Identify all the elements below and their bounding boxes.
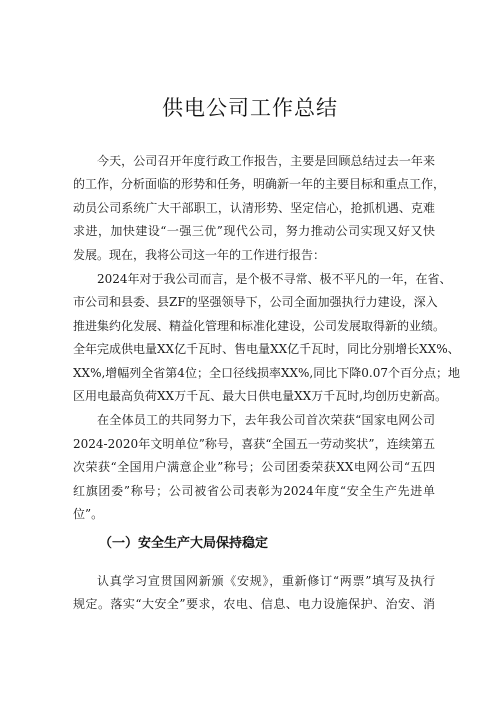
- text-line: 2024-2020年文明单位”称号，喜获“全国五一劳动奖状”，连续第五: [73, 436, 435, 451]
- text-line: 次荣获“全国用户满意企业”称号；公司团委荣获XX电网公司“五四: [73, 460, 435, 475]
- text-line: XX%,增幅列全省第4位；全口径线损率XX%,同比下降0.07个百分点；地: [73, 365, 460, 380]
- text-line: 市公司和县委、县ZF的坚强领导下，公司全面加强执行力建设，深入: [73, 295, 438, 310]
- text-line: 2024年对于我公司而言，是个极不寻常、极不平凡的一年，在省、: [97, 272, 452, 287]
- text-line: 认真学习宣贯国网新颁《安规》，重新修订“两票”填写及执行: [97, 573, 435, 588]
- paragraph-annual-results: [73, 268, 460, 408]
- text-line: 在全体员工的共同努力下，去年我公司首次荣获“国家电网公司: [97, 413, 435, 428]
- text-line: 推进集约化发展、精益化管理和标准化建设，公司发展取得新的业绩。: [73, 318, 446, 333]
- text-line: 位”。: [73, 507, 104, 522]
- paragraph-intro: [73, 150, 446, 267]
- paragraph-safety: [73, 570, 435, 617]
- text-line: 动员公司系统广大干部职工，认清形势、坚定信心，抢抓机遇、克难: [73, 200, 435, 215]
- document-title: 供电公司工作总结: [162, 96, 338, 120]
- document-body: [73, 150, 460, 617]
- section-heading: （一）安全生产大局保持稳定: [99, 535, 269, 551]
- text-line: 红旗团委”称号；公司被省公司表彰为2024年度“安全生产先进单: [73, 483, 435, 498]
- text-line: 的工作，分析面临的形势和任务，明确新一年的主要目标和重点工作，: [73, 177, 446, 192]
- text-line: 规定。落实“大安全”要求，农电、信息、电力设施保护、治安、消: [73, 596, 435, 611]
- text-line: 全年完成供电量XX亿千瓦时、售电量XX亿千瓦时，同比分别增长XX%、: [73, 342, 460, 357]
- text-line: 区用电最高负荷XX万千瓦、最大日供电量XX万千瓦时,均创历史新高。: [73, 389, 447, 404]
- paragraph-honors: [73, 409, 435, 526]
- text-line: 今天，公司召开年度行政工作报告，主要是回顾总结过去一年来: [97, 154, 435, 168]
- text-line: 求进，加快建设“一强三优”现代公司，努力推动公司实现又好又快: [73, 224, 435, 239]
- text-line: 发展。现在，我将公司这一年的工作进行报告：: [73, 247, 326, 262]
